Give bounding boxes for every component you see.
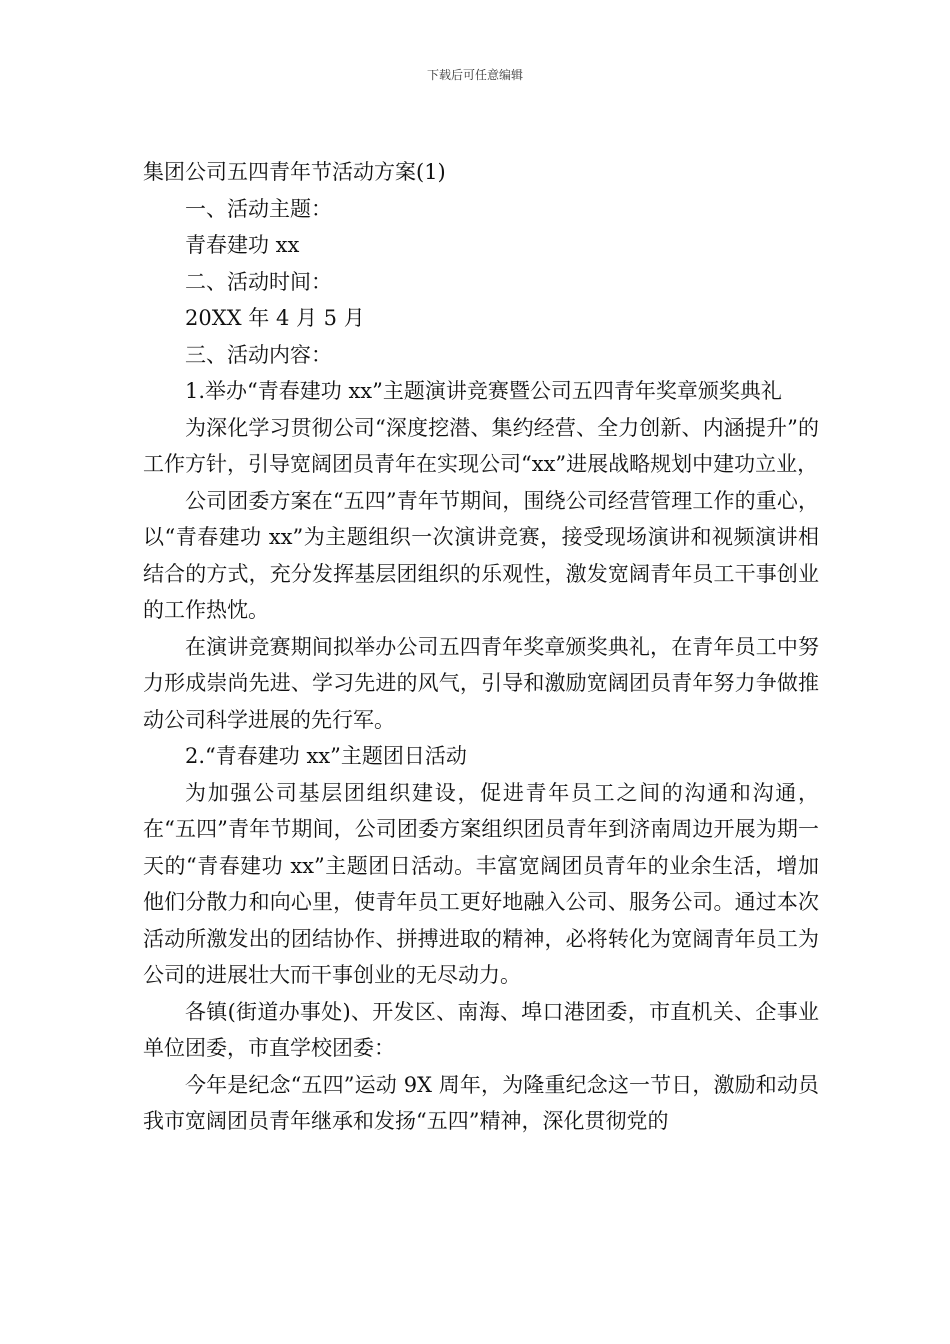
- body-paragraph: 今年是纪念“五四”运动 9X 周年，为隆重纪念这一节日，激励和动员我市宽阔团员青年继承和发扬“五四”精神，深化贯彻党的: [143, 1072, 819, 1133]
- section-heading-time: 二、活动时间：: [185, 269, 332, 294]
- time-text: 20XX 年 4 月 5 月: [185, 306, 365, 330]
- body-paragraph: 各镇(街道办事处)、开发区、南海、埠口港团委，市直机关、企事业单位团委，市直学校团委：: [143, 999, 819, 1060]
- body-paragraph: 为加强公司基层团组织建设，促进青年员工之间的沟通和沟通，在“五四”青年节期间，公司团委方案组织团员青年到济南周边开展为期一天的“青春建功 xx”主题团日活动。丰富宽阔团员青年的业余生活，增加他们分散力和向心里，使青年员工更好地融入公司、服务公司。通过本次活动所激发出的团结协作、拼搏进取的精神，必将转化为宽阔青年员工为公司的进展壮大而干事创业的无尽动力。: [143, 780, 819, 987]
- document-title: 集团公司五四青年节活动方案(1): [143, 160, 446, 184]
- item-1-heading: 1.举办“青春建功 xx”主题演讲竞赛暨公司五四青年奖章颁奖典礼: [185, 379, 782, 403]
- body-paragraph: 在演讲竞赛期间拟举办公司五四青年奖章颁奖典礼，在青年员工中努力形成崇尚先进、学习先进的风气，引导和激励宽阔团员青年努力争做推动公司科学进展的先行军。: [143, 634, 819, 732]
- page-header: 下载后可任意编辑: [426, 68, 523, 82]
- item-2-heading: 2.“青春建功 xx”主题团日活动: [185, 744, 467, 768]
- body-paragraph: 为深化学习贯彻公司“深度挖潜、集约经营、全力创新、内涵提升”的工作方针，引导宽阔团员青年在实现公司“xx”进展战略规划中建功立业，: [143, 415, 819, 476]
- section-heading-content: 三、活动内容：: [185, 342, 332, 367]
- theme-text: 青春建功 xx: [185, 233, 300, 257]
- body-paragraph: 公司团委方案在“五四”青年节期间，围绕公司经营管理工作的重心，以“青春建功 xx”为主题组织一次演讲竞赛，接受现场演讲和视频演讲相结合的方式，充分发挥基层团组织的乐观性，激发宽阔青年员工干事创业的工作热忱。: [143, 488, 819, 622]
- section-heading-theme: 一、活动主题：: [185, 196, 332, 221]
- document-body: [143, 154, 819, 1140]
